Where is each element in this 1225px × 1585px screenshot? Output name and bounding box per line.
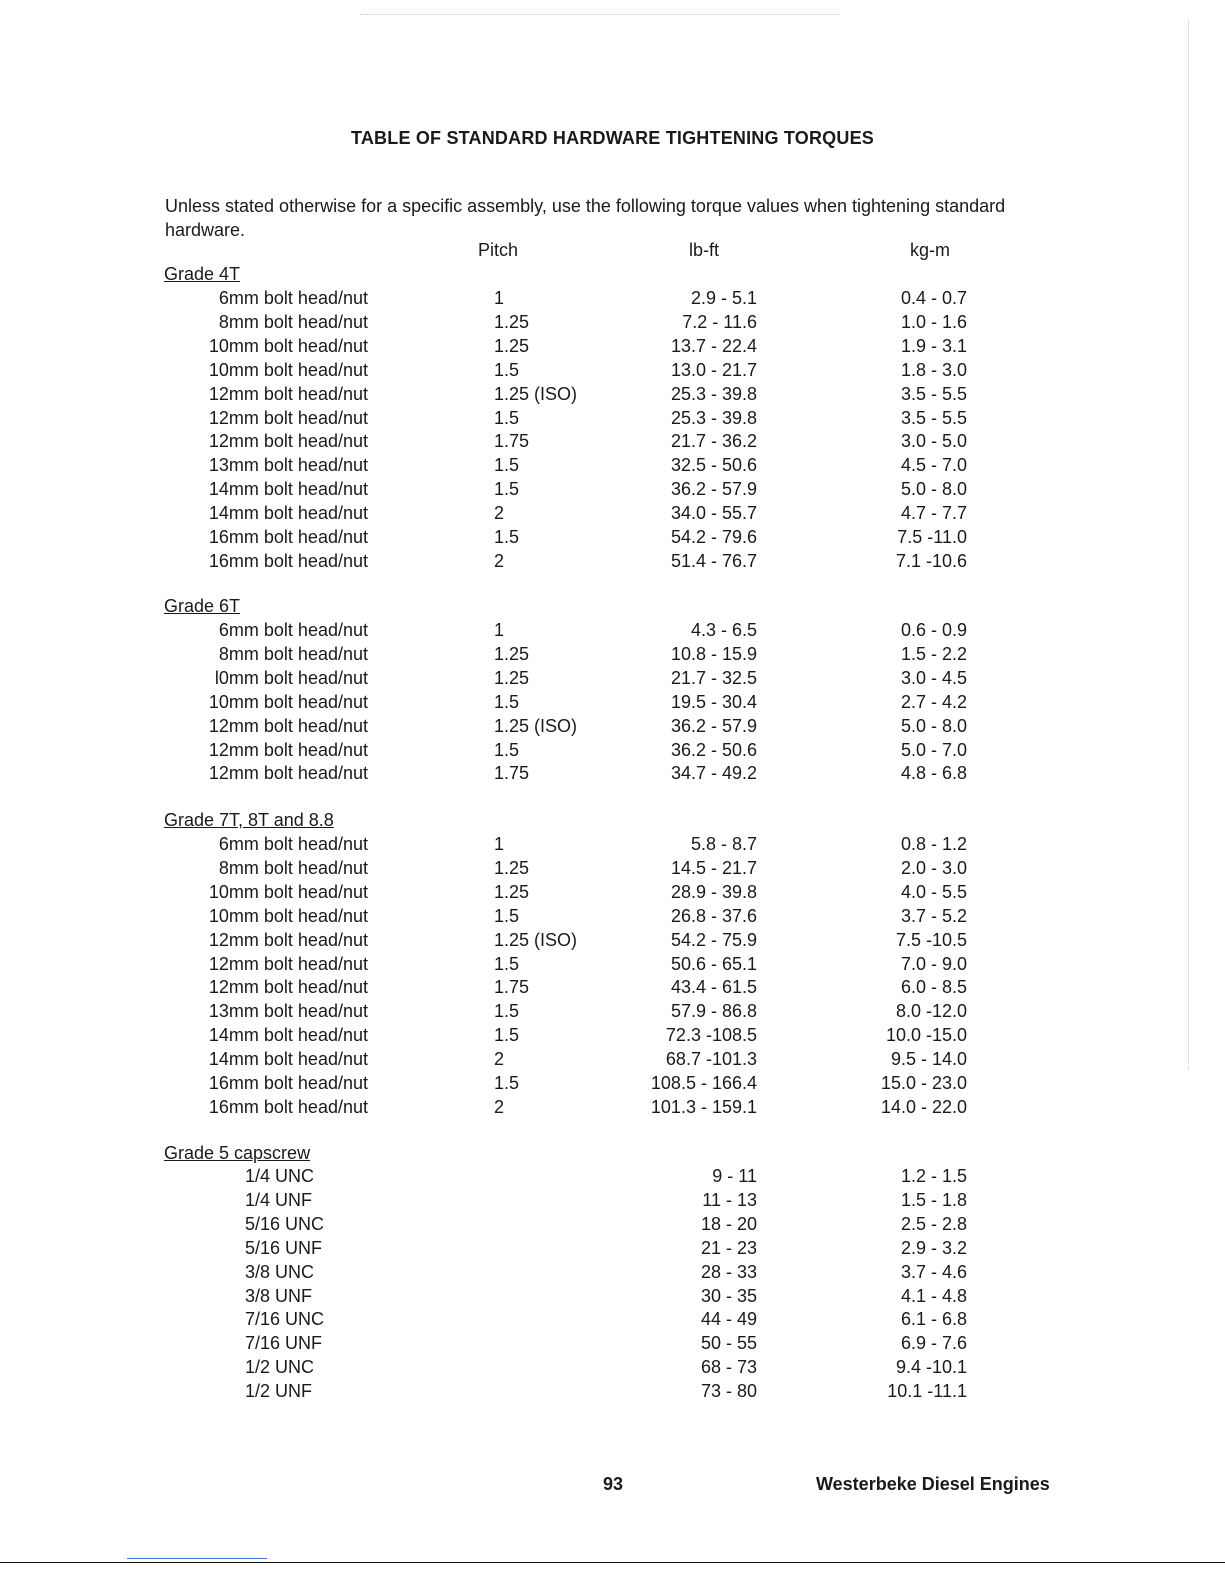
torque-lbft: 13.7 - 22.4 bbox=[670, 335, 757, 356]
torque-lbft: 57.9 - 86.8 bbox=[670, 1001, 757, 1022]
fastener-size: 12mm bolt head/nut bbox=[208, 977, 368, 998]
table-row bbox=[0, 668, 1225, 692]
table-row bbox=[0, 620, 1225, 644]
table-row bbox=[0, 1309, 1225, 1333]
torque-kgm: 1.9 - 3.1 bbox=[900, 335, 967, 356]
torque-lbft: 73 - 80 bbox=[700, 1381, 757, 1402]
table-row bbox=[0, 644, 1225, 668]
torque-lbft: 19.5 - 30.4 bbox=[670, 691, 757, 712]
column-header-lbft: lb-ft bbox=[689, 240, 720, 260]
torque-lbft: 18 - 20 bbox=[700, 1213, 757, 1234]
torque-kgm: 0.8 - 1.2 bbox=[900, 834, 967, 854]
torque-lbft: 13.0 - 21.7 bbox=[670, 359, 757, 380]
fastener-size: 12mm bolt head/nut bbox=[208, 739, 368, 760]
torque-kgm: 3.0 - 4.5 bbox=[900, 667, 967, 688]
column-header-pitch: Pitch bbox=[478, 240, 519, 260]
fastener-size: 6mm bolt head/nut bbox=[218, 620, 368, 640]
fastener-size: 1/2 UNC bbox=[245, 1357, 315, 1378]
thread-pitch: 1.5 bbox=[494, 953, 520, 974]
grade-heading: Grade 4T bbox=[164, 264, 241, 284]
fastener-size: 12mm bolt head/nut bbox=[208, 431, 368, 452]
column-header-kgm: kg-m bbox=[910, 240, 950, 260]
torque-kgm: 7.0 - 9.0 bbox=[900, 953, 967, 974]
torque-lbft: 68 - 73 bbox=[700, 1357, 757, 1378]
table-row bbox=[0, 455, 1225, 479]
fastener-size: 3/8 UNF bbox=[245, 1285, 313, 1306]
fastener-size: 12mm bolt head/nut bbox=[208, 953, 368, 974]
torque-kgm: 5.0 - 7.0 bbox=[900, 739, 967, 760]
torque-lbft: 43.4 - 61.5 bbox=[670, 977, 757, 998]
thread-pitch: 1.25 (ISO) bbox=[494, 383, 578, 404]
thread-pitch: 1.5 bbox=[494, 905, 520, 926]
torque-lbft: 101.3 - 159.1 bbox=[650, 1096, 757, 1117]
thread-pitch: 1.5 bbox=[494, 1001, 520, 1022]
table-row bbox=[0, 1333, 1225, 1357]
thread-pitch: 1.25 bbox=[494, 667, 530, 688]
table-row bbox=[0, 312, 1225, 336]
table-row bbox=[0, 834, 1225, 858]
torque-lbft: 36.2 - 57.9 bbox=[670, 715, 757, 736]
torque-kgm: 6.1 - 6.8 bbox=[900, 1309, 967, 1330]
fastener-size: 10mm bolt head/nut bbox=[208, 335, 368, 356]
thread-pitch: 1.25 (ISO) bbox=[494, 929, 578, 950]
thread-pitch: 1.5 bbox=[494, 359, 520, 380]
torque-kgm: 3.0 - 5.0 bbox=[900, 431, 967, 452]
torque-lbft: 50 - 55 bbox=[700, 1333, 757, 1354]
intro-paragraph: Unless stated otherwise for a specific assembly, use the following torque values when tightening standard hardware. bbox=[165, 196, 1006, 240]
table-row bbox=[0, 1049, 1225, 1073]
grade-heading: Grade 6T bbox=[164, 596, 241, 616]
thread-pitch: 2 bbox=[494, 1049, 505, 1070]
thread-pitch: 1.5 bbox=[494, 527, 520, 547]
table-row bbox=[0, 288, 1225, 312]
fastener-size: 6mm bolt head/nut bbox=[218, 834, 368, 854]
torque-kgm: 9.5 - 14.0 bbox=[890, 1049, 967, 1070]
table-row bbox=[0, 384, 1225, 408]
torque-lbft: 68.7 -101.3 bbox=[665, 1049, 757, 1070]
torque-kgm: 6.0 - 8.5 bbox=[900, 977, 967, 998]
torque-kgm: 2.5 - 2.8 bbox=[900, 1213, 967, 1234]
torque-kgm: 1.8 - 3.0 bbox=[900, 359, 967, 380]
fastener-size: 5/16 UNF bbox=[245, 1237, 323, 1258]
torque-lbft: 21.7 - 36.2 bbox=[670, 431, 757, 452]
table-row bbox=[0, 503, 1225, 527]
table-row bbox=[0, 1166, 1225, 1190]
thread-pitch: 1.75 bbox=[494, 763, 530, 784]
fastener-size: 12mm bolt head/nut bbox=[208, 407, 368, 428]
table-row bbox=[0, 692, 1225, 716]
table-row bbox=[0, 1214, 1225, 1238]
torque-lbft: 25.3 - 39.8 bbox=[670, 407, 757, 428]
table-row bbox=[0, 1001, 1225, 1025]
table-row bbox=[0, 431, 1225, 455]
thread-pitch: 1.25 (ISO) bbox=[494, 715, 578, 736]
thread-pitch: 1.5 bbox=[494, 691, 520, 712]
table-row bbox=[0, 930, 1225, 954]
fastener-size: 14mm bolt head/nut bbox=[208, 1025, 368, 1046]
torque-lbft: 25.3 - 39.8 bbox=[670, 383, 757, 404]
thread-pitch: 1.5 bbox=[494, 1073, 520, 1093]
torque-lbft: 30 - 35 bbox=[700, 1285, 757, 1306]
fastener-size: 16mm bolt head/nut bbox=[208, 1073, 368, 1093]
torque-lbft: 10.8 - 15.9 bbox=[670, 643, 757, 664]
thread-pitch: 1.25 bbox=[494, 643, 530, 664]
table-row bbox=[0, 1357, 1225, 1381]
torque-kgm: 15.0 - 23.0 bbox=[880, 1073, 967, 1093]
thread-pitch: 1.25 bbox=[494, 857, 530, 878]
torque-kgm: 5.0 - 8.0 bbox=[900, 479, 967, 500]
torque-lbft: 11 - 13 bbox=[702, 1189, 757, 1210]
table-row bbox=[0, 1025, 1225, 1049]
fastener-size: 5/16 UNC bbox=[245, 1213, 325, 1234]
torque-kgm: 9.4 -10.1 bbox=[895, 1357, 967, 1378]
fastener-size: 12mm bolt head/nut bbox=[208, 929, 368, 950]
fastener-size: 1/4 UNF bbox=[245, 1189, 313, 1210]
torque-lbft: 54.2 - 79.6 bbox=[670, 527, 757, 547]
thread-pitch: 1.25 bbox=[494, 311, 530, 332]
fastener-size: 10mm bolt head/nut bbox=[208, 691, 368, 712]
torque-kgm: 1.2 - 1.5 bbox=[900, 1166, 967, 1186]
page-title: TABLE OF STANDARD HARDWARE TIGHTENING TORQUES bbox=[351, 128, 874, 148]
torque-lbft: 36.2 - 50.6 bbox=[670, 739, 757, 760]
torque-lbft: 4.3 - 6.5 bbox=[690, 620, 757, 640]
fastener-size: 1/2 UNF bbox=[245, 1381, 313, 1402]
torque-lbft: 50.6 - 65.1 bbox=[670, 953, 757, 974]
fastener-size: 3/8 UNC bbox=[245, 1261, 315, 1282]
table-row bbox=[0, 1073, 1225, 1097]
torque-kgm: 6.9 - 7.6 bbox=[900, 1333, 967, 1354]
torque-lbft: 21 - 23 bbox=[700, 1237, 757, 1258]
fastener-size: 16mm bolt head/nut bbox=[208, 527, 368, 547]
torque-kgm: 4.5 - 7.0 bbox=[900, 455, 967, 476]
torque-kgm: 10.0 -15.0 bbox=[885, 1025, 967, 1046]
grade-heading: Grade 5 capscrew bbox=[164, 1143, 311, 1163]
torque-lbft: 54.2 - 75.9 bbox=[670, 929, 757, 950]
torque-kgm: 1.5 - 1.8 bbox=[900, 1189, 967, 1210]
table-row bbox=[0, 1262, 1225, 1286]
table-row bbox=[0, 858, 1225, 882]
fastener-size: 10mm bolt head/nut bbox=[208, 881, 368, 902]
torque-kgm: 3.5 - 5.5 bbox=[900, 407, 967, 428]
torque-kgm: 3.5 - 5.5 bbox=[900, 383, 967, 404]
thread-pitch: 2 bbox=[494, 503, 505, 524]
torque-lbft: 2.9 - 5.1 bbox=[690, 288, 757, 308]
fastener-size: 1/4 UNC bbox=[245, 1166, 315, 1186]
fastener-size: 12mm bolt head/nut bbox=[208, 715, 368, 736]
fastener-size: 16mm bolt head/nut bbox=[208, 550, 368, 571]
fastener-size: 14mm bolt head/nut bbox=[208, 503, 368, 524]
torque-lbft: 14.5 - 21.7 bbox=[670, 857, 757, 878]
torque-kgm: 4.0 - 5.5 bbox=[900, 881, 967, 902]
table-row bbox=[0, 1381, 1225, 1405]
fastener-size: 13mm bolt head/nut bbox=[208, 1001, 368, 1022]
footer-brand: Westerbeke Diesel Engines bbox=[816, 1474, 1050, 1494]
fastener-size: 10mm bolt head/nut bbox=[208, 905, 368, 926]
table-row bbox=[0, 1190, 1225, 1214]
torque-kgm: 4.7 - 7.7 bbox=[900, 503, 967, 524]
table-row bbox=[0, 1286, 1225, 1310]
fastener-size: 12mm bolt head/nut bbox=[208, 763, 368, 784]
thread-pitch: 1.5 bbox=[494, 455, 520, 476]
torque-kgm: 1.0 - 1.6 bbox=[900, 311, 967, 332]
torque-lbft: 108.5 - 166.4 bbox=[650, 1073, 757, 1093]
torque-kgm: 8.0 -12.0 bbox=[895, 1001, 967, 1022]
torque-kgm: 7.1 -10.6 bbox=[895, 550, 967, 571]
table-row bbox=[0, 763, 1225, 787]
table-row bbox=[0, 954, 1225, 978]
table-row bbox=[0, 336, 1225, 360]
fastener-size: 14mm bolt head/nut bbox=[208, 479, 368, 500]
table-row bbox=[0, 1238, 1225, 1262]
thread-pitch: 1 bbox=[494, 834, 505, 854]
torque-lbft: 28 - 33 bbox=[700, 1261, 757, 1282]
fastener-size: 7/16 UNF bbox=[245, 1333, 323, 1354]
table-row bbox=[0, 906, 1225, 930]
torque-lbft: 72.3 -108.5 bbox=[665, 1025, 757, 1046]
torque-kgm: 2.7 - 4.2 bbox=[900, 691, 967, 712]
torque-lbft: 7.2 - 11.6 bbox=[682, 311, 757, 332]
torque-lbft: 32.5 - 50.6 bbox=[670, 455, 757, 476]
fastener-size: 8mm bolt head/nut bbox=[218, 857, 368, 878]
table-row bbox=[0, 408, 1225, 432]
link-underline bbox=[127, 1558, 267, 1559]
table-row bbox=[0, 1097, 1225, 1121]
torque-kgm: 2.9 - 3.2 bbox=[900, 1237, 967, 1258]
torque-kgm: 4.1 - 4.8 bbox=[900, 1285, 967, 1306]
thread-pitch: 1.5 bbox=[494, 407, 520, 428]
fastener-size: 10mm bolt head/nut bbox=[208, 359, 368, 380]
torque-kgm: 14.0 - 22.0 bbox=[880, 1096, 967, 1117]
torque-lbft: 34.0 - 55.7 bbox=[670, 503, 757, 524]
torque-lbft: 21.7 - 32.5 bbox=[670, 667, 757, 688]
torque-kgm: 1.5 - 2.2 bbox=[900, 643, 967, 664]
fastener-size: 13mm bolt head/nut bbox=[208, 455, 368, 476]
table-row bbox=[0, 360, 1225, 384]
torque-lbft: 44 - 49 bbox=[700, 1309, 757, 1330]
torque-kgm: 0.4 - 0.7 bbox=[900, 288, 967, 308]
torque-lbft: 26.8 - 37.6 bbox=[670, 905, 757, 926]
fastener-size: 7/16 UNC bbox=[245, 1309, 325, 1330]
thread-pitch: 1.75 bbox=[494, 431, 530, 452]
fastener-size: 14mm bolt head/nut bbox=[208, 1049, 368, 1070]
torque-kgm: 4.8 - 6.8 bbox=[900, 763, 967, 784]
torque-kgm: 3.7 - 4.6 bbox=[900, 1261, 967, 1282]
fastener-size: 6mm bolt head/nut bbox=[218, 288, 368, 308]
table-row bbox=[0, 716, 1225, 740]
torque-kgm: 10.1 -11.1 bbox=[887, 1381, 967, 1402]
thread-pitch: 2 bbox=[494, 550, 505, 571]
fastener-size: 8mm bolt head/nut bbox=[218, 311, 368, 332]
page-number: 93 bbox=[603, 1474, 624, 1494]
thread-pitch: 2 bbox=[494, 1096, 505, 1117]
fastener-size: 16mm bolt head/nut bbox=[208, 1096, 368, 1117]
table-row bbox=[0, 527, 1225, 551]
torque-lbft: 34.7 - 49.2 bbox=[670, 763, 757, 784]
thread-pitch: 1.25 bbox=[494, 881, 530, 902]
scan-edge-top bbox=[360, 14, 840, 15]
thread-pitch: 1.5 bbox=[494, 739, 520, 760]
thread-pitch: 1 bbox=[494, 620, 505, 640]
torque-kgm: 5.0 - 8.0 bbox=[900, 715, 967, 736]
bottom-rule bbox=[0, 1562, 1225, 1563]
thread-pitch: 1.25 bbox=[494, 335, 530, 356]
thread-pitch: 1.75 bbox=[494, 977, 530, 998]
thread-pitch: 1 bbox=[494, 288, 505, 308]
fastener-size: 12mm bolt head/nut bbox=[208, 383, 368, 404]
torque-kgm: 7.5 -10.5 bbox=[895, 929, 967, 950]
table-row bbox=[0, 551, 1225, 575]
torque-lbft: 51.4 - 76.7 bbox=[670, 550, 757, 571]
thread-pitch: 1.5 bbox=[494, 1025, 520, 1046]
torque-lbft: 9 - 11 bbox=[712, 1166, 757, 1186]
table-row bbox=[0, 479, 1225, 503]
fastener-size: l0mm bolt head/nut bbox=[214, 667, 368, 688]
thread-pitch: 1.5 bbox=[494, 479, 520, 500]
torque-lbft: 36.2 - 57.9 bbox=[670, 479, 757, 500]
torque-kgm: 2.0 - 3.0 bbox=[900, 857, 967, 878]
torque-kgm: 3.7 - 5.2 bbox=[900, 905, 967, 926]
torque-lbft: 5.8 - 8.7 bbox=[690, 834, 757, 854]
torque-kgm: 7.5 -11.0 bbox=[897, 527, 967, 547]
grade-heading: Grade 7T, 8T and 8.8 bbox=[164, 810, 334, 830]
table-row bbox=[0, 882, 1225, 906]
torque-kgm: 0.6 - 0.9 bbox=[900, 620, 967, 640]
fastener-size: 8mm bolt head/nut bbox=[218, 643, 368, 664]
table-row bbox=[0, 977, 1225, 1001]
table-row bbox=[0, 740, 1225, 764]
torque-lbft: 28.9 - 39.8 bbox=[670, 881, 757, 902]
